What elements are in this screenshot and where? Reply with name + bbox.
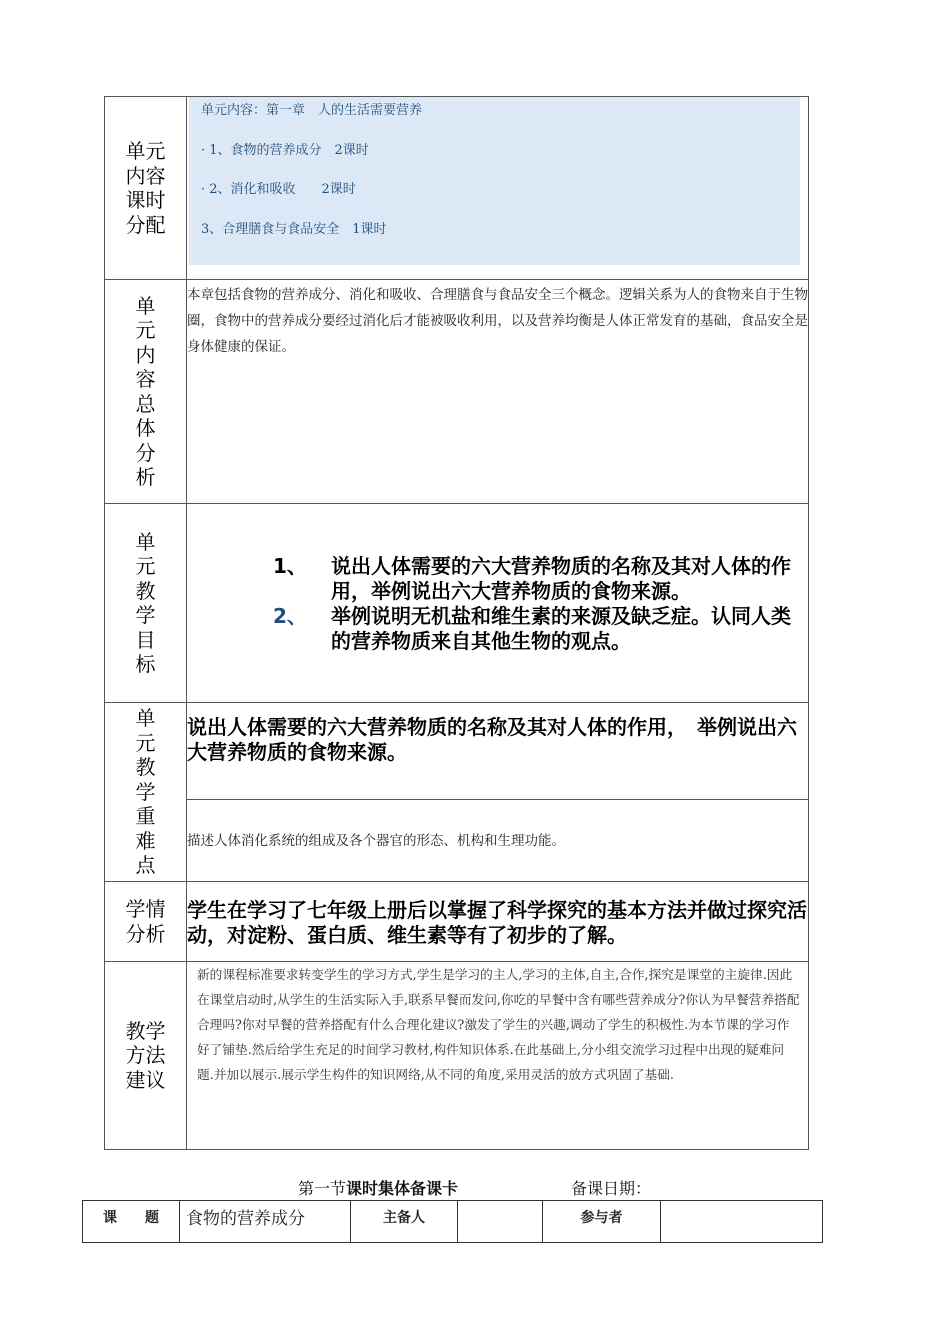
allocation-line: · 1、食物的营养成分 2课时 (201, 142, 369, 158)
row-students (105, 882, 809, 962)
row-analysis (105, 280, 809, 504)
label-analysis: 单 元 内 容 总 体 分 析 (105, 280, 187, 504)
students-text: 学生在学习了七年级上册后以掌握了科学探究的基本方法并做过探究活动，对淀粉、蛋白质、维生素等有了初步的了解。 (187, 898, 807, 947)
label-methods: 教学 方法 建议 (105, 962, 187, 1150)
objective-item: 2、 举例说明无机盐和维生素的来源及缺乏症。认同人类的营养物质来自其他生物的观点。 (273, 604, 791, 653)
key-point-text: 说出人体需要的六大营养物质的名称及其对人体的作用， 举例说出六大营养物质的食物来源。 (187, 715, 797, 764)
card-heading-title: 课时集体备课卡 (346, 1179, 459, 1198)
topic-label: 课 题 (83, 1201, 180, 1243)
objective-item: 1、 说出人体需要的六大营养物质的名称及其对人体的作用，举例说出六大营养物质的食物来源。 (273, 554, 791, 603)
allocation-list (189, 97, 800, 265)
prep-date-label: 备课日期： (571, 1179, 652, 1198)
row-allocation (105, 97, 809, 280)
row-objectives (105, 504, 809, 703)
row-methods (105, 962, 809, 1150)
allocation-line: · 2、消化和吸收 2课时 (201, 182, 356, 197)
card-heading (298, 1176, 652, 1199)
analysis-text: 本章包括食物的营养成分、消化和吸收、合理膳食与食品安全三个概念。逻辑关系为人的食物来自于生物圈，食物中的营养成分要经过消化后才能被吸收利用，以及营养均衡是人体正常发育的基础，食品安全是身体健康的保证。 (187, 287, 808, 355)
students-content (187, 882, 809, 962)
main-preparer-label: 主备人 (351, 1201, 458, 1243)
participants-label: 参与者 (543, 1201, 661, 1243)
difficulty-content (187, 800, 809, 882)
unit-plan-table (104, 96, 809, 1150)
main-preparer-value (458, 1201, 543, 1243)
analysis-content (187, 280, 809, 504)
methods-text: 新的课程标准要求转变学生的学习方式,学生是学习的主人,学习的主体,自主,合作,探究是课堂的主旋律.因此在课堂启动时,从学生的生活实际入手,联系早餐而发问,你吃的早餐中含有哪些营养成分?你认为早餐营养搭配合理吗?你对早餐的营养搭配有什么合理化建议?激发了学生的兴趣,调动了学生的积极性.为本节课的学习作好了铺垫.然后给学生充足的时间学习教材,构件知识体系.在此基础上,分小组交流学习过程中出现的疑难问题.并加以展示.展示学生构件的知识网络,从不同的角度,采用灵活的放方式巩固了基础. (197, 967, 800, 1082)
lesson-card-row (83, 1201, 823, 1243)
card-heading-prefix: 第一节 (298, 1179, 347, 1198)
topic-value: 食物的营养成分 (180, 1201, 351, 1243)
allocation-content (187, 97, 809, 280)
key-point-content (187, 703, 809, 800)
row-keypoints (105, 703, 809, 800)
allocation-line: 单元内容：第一章 人的生活需要营养 (201, 103, 423, 118)
label-keypoints: 单 元 教 学 重 难 点 (105, 703, 187, 882)
participants-value (661, 1201, 823, 1243)
label-allocation: 单元 内容 课时 分配 (105, 97, 187, 280)
row-difficulty (105, 800, 809, 882)
label-students: 学情 分析 (105, 882, 187, 962)
objectives-content (187, 504, 809, 703)
label-objectives: 单 元 教 学 目 标 (105, 504, 187, 703)
lesson-card-table (82, 1200, 823, 1243)
methods-content (187, 962, 809, 1150)
allocation-line: 3、合理膳食与食品安全 1课时 (201, 221, 387, 237)
difficulty-text: 描述人体消化系统的组成及各个器官的形态、机构和生理功能。 (187, 833, 565, 849)
